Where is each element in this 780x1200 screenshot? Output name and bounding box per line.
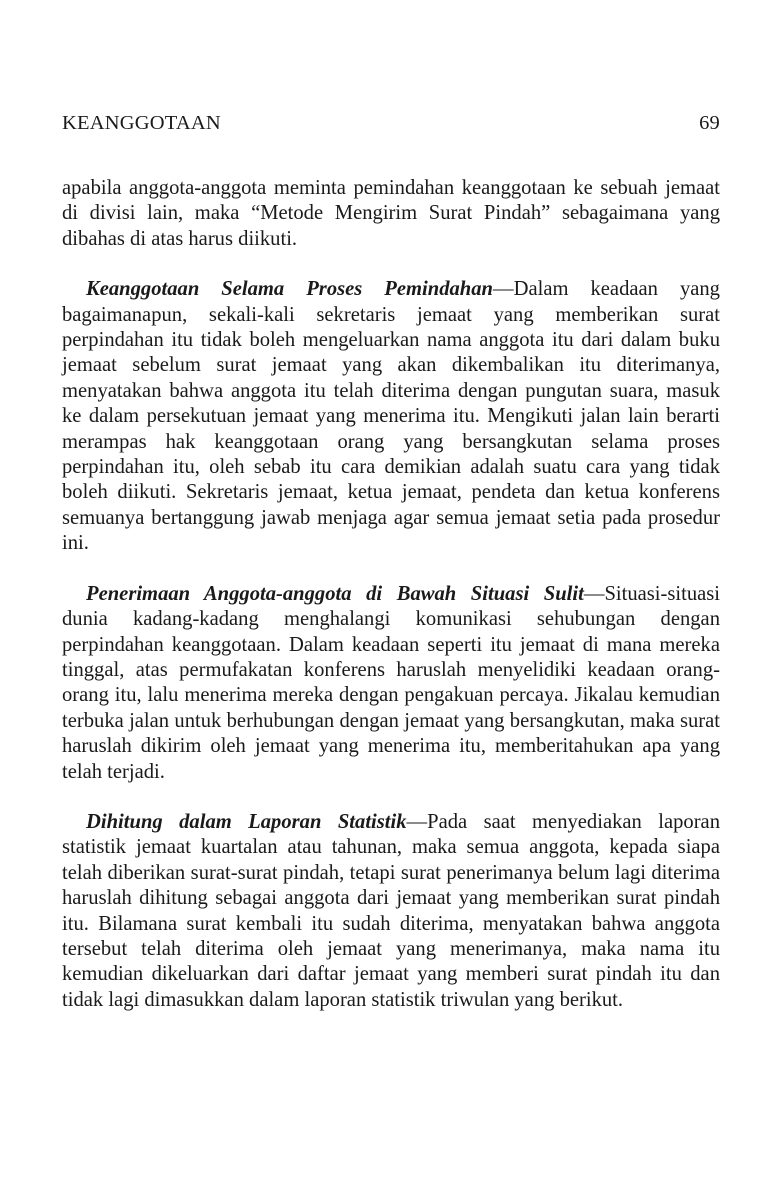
paragraph-difficult-situations <box>62 582 720 785</box>
chapter-title: KEANGGOTAAN <box>62 112 221 134</box>
paragraph-statistical-report <box>62 810 720 1013</box>
paragraph-text: —Dalam keadaan yang bagaimanapun, sekali-kali sekretaris jemaat yang memberikan surat perpindahan itu tidak boleh mengeluarkan nama anggota itu dari dalam buku jemaat sebelum surat jemaat yang akan dikembalikan itu diterimanya, menyatakan bahwa anggota itu telah diterima dengan pungutan suara, masuk ke dalam persekutuan jemaat yang menerima itu. Mengikuti jalan lain berarti merampas hak keanggotaan orang yang bersangkutan selama proses perpindahan itu, oleh sebab itu cara demikian adalah suatu cara yang tidak boleh diikuti. Sekretaris jemaat, ketua jemaat, pendeta dan ketua konferens semuanya bertanggung jawab menjaga agar semua jemaat setia pada prosedur ini. <box>62 278 720 555</box>
paragraph-heading: Keanggotaan Selama Proses Pemindahan <box>86 278 493 301</box>
running-header <box>62 112 720 142</box>
book-page <box>62 112 720 1013</box>
body-text <box>62 176 720 1013</box>
paragraph-continuation <box>62 176 720 252</box>
paragraph-membership-during-transfer <box>62 277 720 556</box>
paragraph-text: apabila anggota-anggota meminta pemindahan keanggotaan ke sebuah jemaat di divisi lain, maka “Metode Mengirim Surat Pindah” sebagaimana yang dibahas di atas harus diikuti. <box>62 177 720 250</box>
page-number: 69 <box>699 112 720 134</box>
paragraph-heading: Dihitung dalam Laporan Statistik <box>86 810 407 833</box>
paragraph-text: —Situasi-situasi dunia kadang-kadang menghalangi komunikasi sehubungan dengan perpindahan keanggotaan. Dalam keadaan seperti itu jemaat di mana mereka tinggal, atas permufakatan konferens haruslah menyelidiki keadaan orang-orang itu, lalu menerima mereka dengan pengakuan percaya. Jikalau kemudian terbuka jalan untuk berhubungan dengan jemaat yang bersangkutan, maka surat haruslah dikirim oleh jemaat yang menerima itu, memberitahukan apa yang telah terjadi. <box>62 582 720 783</box>
paragraph-heading: Penerimaan Anggota-anggota di Bawah Situasi Sulit <box>86 582 584 605</box>
paragraph-text: —Pada saat menyediakan laporan statistik jemaat kuartalan atau tahunan, maka semua anggota, kepada siapa telah diberikan surat-surat pindah, tetapi surat penerimanya belum lagi diterima haruslah dihitung sebagai anggota dari jemaat yang memberikan surat pindah itu. Bilamana surat kembali itu sudah diterima, menyatakan bahwa anggota tersebut telah diterima oleh jemaat yang menerimanya, maka nama itu kemudian dikeluarkan dari daftar jemaat yang memberi surat pindah itu dan tidak lagi dimasukkan dalam laporan statistik triwulan yang berikut. <box>62 810 720 1011</box>
